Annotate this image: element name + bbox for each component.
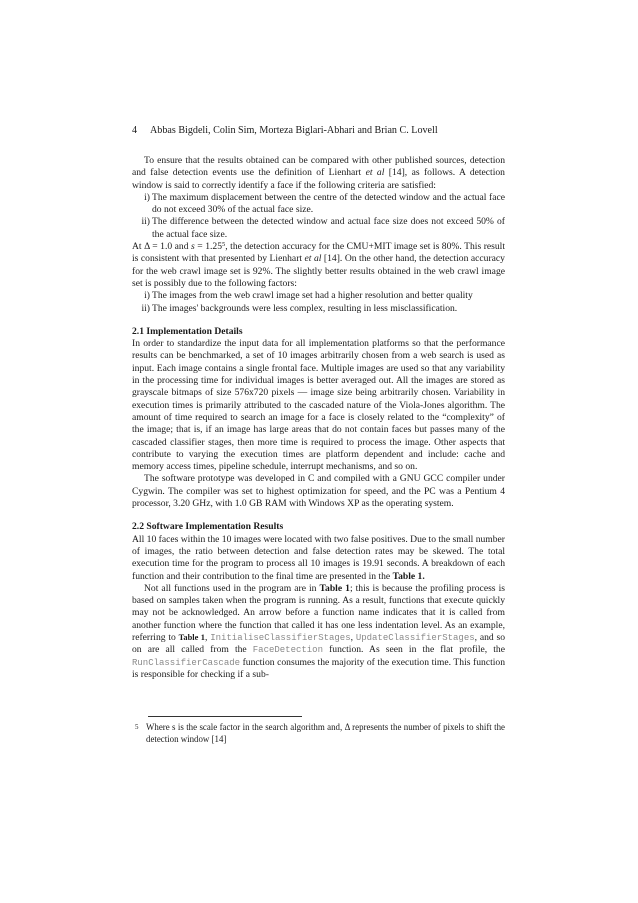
code-identifier: InitialiseClassifierStages <box>210 632 351 643</box>
running-header <box>132 124 505 137</box>
paragraph: In order to standardize the input data for all implementation platforms so that the performance results can be benchmarked, a set of 10 images arbitrarily chosen from a web search is used as input. Each image contains a single frontal face. Multiple images are used so that any variability in the processing time for individual images is better averaged out. All the images are stored as grayscale bitmaps of size 576x720 pixels — image size being arbitrarily chosen. Variability in execution times is primarily attributed to the cascaded nature of the Viola-Jones algorithm. The amount of time required to search an image for a face is closely related to the “complexity” of the image; that is, if an image has large areas that do not contain faces but passes many of the cascaded classifier stages, then more time is required to process the image. Other aspects that contribute to varying the execution times are platform dependent and include: cache and memory access times, pipeline schedule, interrupt mechanisms, and so on. <box>132 338 505 473</box>
footnote-divider <box>148 716 302 717</box>
paragraph: At Δ = 1.0 and $s = 1.25^5$, the detection accuracy for the CMU+MIT image set is 80%. This result is consistent with that presented by Lienhart et al [14]. On the other hand, the detection accuracy for the web crawl image set is 92%. The slightly better results obtained in the web crawl image set is possibly due to the following factors: <box>132 241 506 289</box>
page-body <box>132 124 505 681</box>
section-heading: 2.1 Implementation Details <box>132 325 243 337</box>
paragraph: To ensure that the results obtained can be compared with other published sources, detection and false detection events use the definition of Lienhart et al [14], as follows. A detection window is said to correctly identify a face if the following criteria are satisfied: <box>132 155 505 191</box>
footnote <box>135 722 505 745</box>
table-reference: Table 1 <box>178 632 205 642</box>
list-item: ii) The difference between the detected window and actual face size does not exceed 50% of the actual face size. <box>141 216 505 240</box>
author-list: Abbas Bigdeli, Colin Sim, Morteza Biglari-Abhari and Brian C. Lovell <box>150 125 438 136</box>
list-item: ii) The images' backgrounds were less complex, resulting in less misclassification. <box>141 302 458 314</box>
code-identifier: RunClassifierCascade <box>132 657 241 668</box>
table-reference: Table 1. <box>392 570 425 582</box>
paragraph: Not all functions used in the program are in Table 1; this is because the profiling process is based on samples taken when the program is running. As a result, functions that execute quickly may not be acknowledged. An arrow before a function name indicates that it is called from another function where the function that called it has one less indentation level. As an example, referring to Table 1, InitialiseClassifierStages, UpdateClassifierStages, and so on are all called from the FaceDetection function. As seen in the flat profile, the RunClassifierCascade function consumes the majority of the execution time. This function is responsible for checking if a sub- <box>132 582 505 680</box>
footnote-marker: 5 <box>135 723 139 731</box>
paragraph: All 10 faces within the 10 images were located with two false positives. Due to the small number of images, the ratio between detection and false detection rates may be skewed. The total execution time for the program to process all 10 images is 19.91 seconds. A breakdown of each function and their contribution to the final time are presented in the Table 1. <box>132 533 505 582</box>
code-identifier: FaceDetection <box>252 645 323 656</box>
list-item: i) The maximum displacement between the centre of the detected window and the actual face do not exceed 30% of the actual face size. <box>144 191 505 216</box>
page-number: 4 <box>132 125 138 136</box>
table-reference: Table 1 <box>319 582 350 594</box>
factors-list <box>132 290 505 315</box>
list-item: i) The images from the web crawl image set had a higher resolution and better quality <box>144 290 473 302</box>
footnote-ref: 5 <box>222 241 226 249</box>
paragraph: The software prototype was developed in C and compiled with a GNU GCC compiler under Cygwin. The compiler was set to highest optimization for speed, and the PC was a Pentium 4 processor, 3.20 GHz, with 1.0 GB RAM with Windows XP as the operating system. <box>132 473 505 510</box>
footnote-text: Where s is the scale factor in the search algorithm and, Δ represents the number of pixels to shift the detection window [14] <box>146 722 505 744</box>
code-identifier: UpdateClassifierStages <box>355 632 475 643</box>
criteria-list <box>132 192 505 241</box>
section-heading: 2.2 Software Implementation Results <box>132 521 284 533</box>
